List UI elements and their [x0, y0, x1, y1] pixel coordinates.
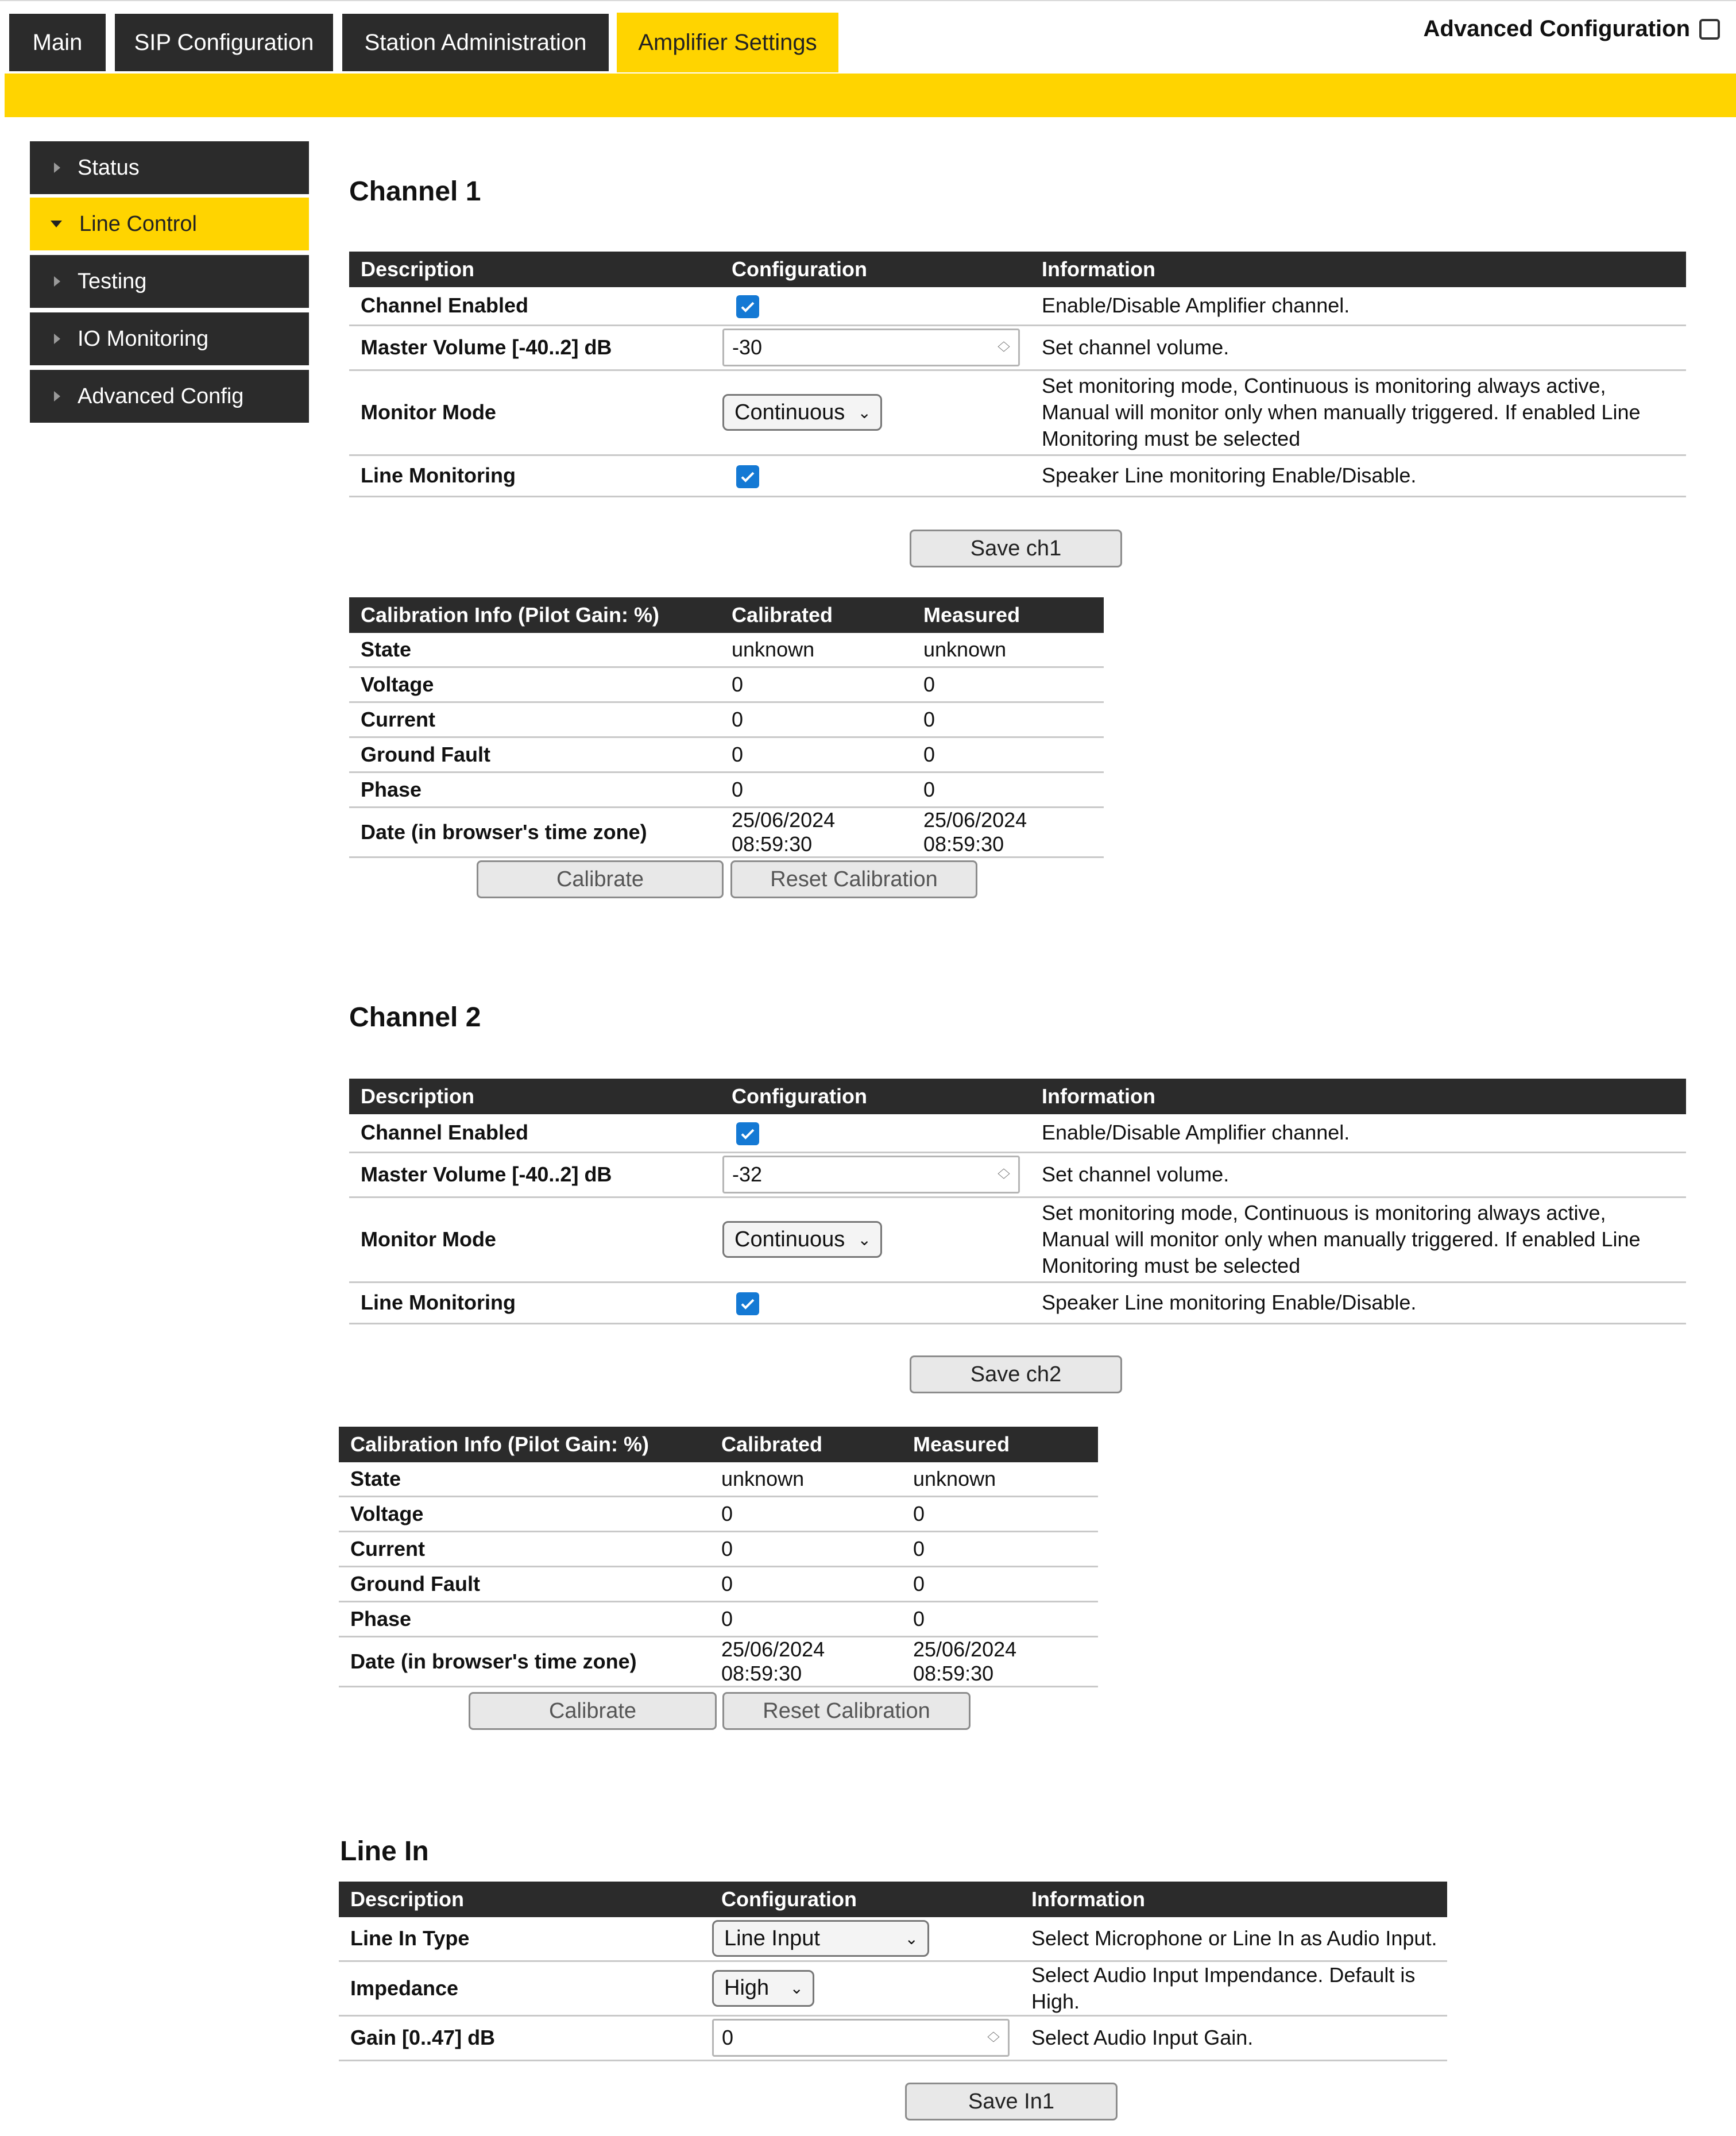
row-label: Monitor Mode — [349, 370, 720, 455]
chevron-down-icon: ⌄ — [904, 1929, 918, 1948]
row-label: Monitor Mode — [349, 1197, 720, 1282]
row-info: Set monitoring mode, Continuous is monitoring always active, Manual will monitor only when manually triggered. If enabled Line Monitoring must be selected — [1030, 370, 1686, 455]
monitor-mode-value: Continuous — [734, 1227, 845, 1252]
spinner-icon[interactable]: ︿ ﹀ — [997, 334, 1010, 360]
measured-value: 25/06/2024 08:59:30 — [912, 808, 1104, 858]
master-volume-value: -30 — [732, 335, 763, 359]
line-in-type-value: Line Input — [724, 1926, 820, 1950]
calibrated-value: 0 — [710, 1497, 902, 1532]
calibrated-value: unknown — [720, 633, 912, 667]
calibrated-value: 0 — [720, 667, 912, 702]
column-header: Information — [1020, 1882, 1447, 1917]
measured-value: unknown — [912, 633, 1104, 667]
master-volume-input[interactable] — [722, 329, 1020, 366]
calibrated-value: 0 — [720, 772, 912, 808]
row-label: Master Volume [-40..2] dB — [349, 325, 720, 370]
save-in1-button[interactable]: Save In1 — [905, 2083, 1118, 2120]
spinner-icon[interactable]: ︿ ﹀ — [997, 1161, 1010, 1187]
row-label: Voltage — [349, 667, 720, 702]
column-header: Calibrated — [710, 1427, 902, 1462]
header-bar — [5, 74, 1736, 117]
sidebar-item-advanced-config[interactable] — [30, 370, 309, 423]
save-ch2-button[interactable]: Save ch2 — [910, 1355, 1122, 1393]
row-label: Current — [339, 1532, 710, 1567]
monitor-mode-select[interactable] — [722, 394, 882, 431]
row-label: Line In Type — [339, 1917, 710, 1961]
row-label: Ground Fault — [339, 1567, 710, 1602]
table-header-row — [339, 1427, 1098, 1462]
line-in-config-table — [339, 1882, 1447, 2061]
measured-value: 0 — [902, 1567, 1098, 1602]
row-label: Current — [349, 702, 720, 737]
chevron-down-icon — [51, 221, 62, 227]
monitor-mode-select[interactable] — [722, 1221, 882, 1258]
row-label: Line Monitoring — [349, 455, 720, 496]
table-row — [339, 1532, 1098, 1567]
tab-station-administration[interactable]: Station Administration — [342, 14, 609, 71]
row-info: Set channel volume. — [1030, 325, 1686, 370]
gain-input[interactable] — [712, 2019, 1010, 2057]
sidebar-item-status[interactable] — [30, 141, 309, 194]
row-label: Line Monitoring — [349, 1282, 720, 1323]
calibrated-value: 0 — [710, 1532, 902, 1567]
chevron-right-icon — [54, 391, 60, 401]
top-border — [0, 0, 1736, 1]
row-label: Gain [0..47] dB — [339, 2015, 710, 2060]
channel-1-calibration-table — [349, 597, 1104, 858]
row-info: Set channel volume. — [1030, 1152, 1686, 1197]
column-header: Information — [1030, 252, 1686, 287]
table-row — [349, 1282, 1686, 1323]
column-header: Calibration Info (Pilot Gain: %) — [349, 597, 720, 633]
column-header: Description — [349, 1079, 720, 1114]
table-row — [349, 325, 1686, 370]
column-header: Description — [349, 252, 720, 287]
channel-2-config-table — [349, 1079, 1686, 1324]
calibrate-ch1-button[interactable]: Calibrate — [477, 860, 724, 898]
spinner-icon[interactable]: ︿ ﹀ — [987, 2025, 1000, 2050]
row-label: State — [349, 633, 720, 667]
line-in-title: Line In — [340, 1836, 429, 1867]
row-label: Impedance — [339, 1961, 710, 2015]
tab-sip-configuration[interactable]: SIP Configuration — [115, 14, 333, 71]
row-info: Enable/Disable Amplifier channel. — [1030, 1114, 1686, 1152]
table-row — [349, 702, 1104, 737]
table-row — [339, 1462, 1098, 1497]
sidebar-item-label: Testing — [78, 269, 147, 293]
measured-value: 0 — [912, 667, 1104, 702]
channel-2-calibration-table — [339, 1427, 1098, 1687]
measured-value: 0 — [902, 1602, 1098, 1637]
row-label: State — [339, 1462, 710, 1497]
reset-calibration-ch2-button[interactable]: Reset Calibration — [722, 1692, 971, 1730]
measured-value: 25/06/2024 08:59:30 — [902, 1637, 1098, 1687]
sidebar-item-label: Status — [78, 155, 140, 180]
table-row — [339, 1961, 1447, 2015]
row-label: Channel Enabled — [349, 287, 720, 325]
channel-enabled-checkbox[interactable] — [736, 1122, 759, 1145]
advanced-configuration-toggle[interactable] — [1424, 16, 1720, 42]
tab-main[interactable]: Main — [9, 14, 106, 71]
column-header: Calibration Info (Pilot Gain: %) — [339, 1427, 710, 1462]
sidebar-item-label: IO Monitoring — [78, 326, 209, 351]
row-label: Channel Enabled — [349, 1114, 720, 1152]
calibrated-value: 0 — [720, 702, 912, 737]
calibrated-value: unknown — [710, 1462, 902, 1497]
tab-amplifier-settings[interactable]: Amplifier Settings — [617, 13, 838, 72]
chevron-right-icon — [54, 334, 60, 344]
row-info: Speaker Line monitoring Enable/Disable. — [1030, 1282, 1686, 1323]
table-row — [339, 1917, 1447, 1961]
channel-1-config-table — [349, 252, 1686, 497]
table-row — [339, 1497, 1098, 1532]
checkmark-icon — [739, 298, 756, 315]
table-header-row — [339, 1882, 1447, 1917]
table-row — [349, 772, 1104, 808]
column-header: Description — [339, 1882, 710, 1917]
table-row — [349, 1197, 1686, 1282]
measured-value: unknown — [902, 1462, 1098, 1497]
table-row — [339, 2015, 1447, 2060]
checkmark-icon — [739, 1295, 756, 1312]
advanced-configuration-checkbox[interactable] — [1699, 19, 1720, 40]
column-header: Measured — [912, 597, 1104, 633]
row-info: Speaker Line monitoring Enable/Disable. — [1030, 455, 1686, 496]
row-info: Select Audio Input Impendance. Default is High. — [1020, 1961, 1447, 2015]
sidebar-item-label: Line Control — [79, 211, 197, 236]
measured-value: 0 — [912, 702, 1104, 737]
table-row — [349, 370, 1686, 455]
save-ch1-button[interactable]: Save ch1 — [910, 530, 1122, 567]
column-header: Information — [1030, 1079, 1686, 1114]
measured-value: 0 — [902, 1497, 1098, 1532]
line-monitoring-checkbox[interactable] — [736, 465, 759, 488]
table-row — [349, 287, 1686, 325]
row-label: Ground Fault — [349, 737, 720, 772]
measured-value: 0 — [912, 737, 1104, 772]
chevron-down-icon: ⌄ — [857, 403, 871, 422]
row-info: Set monitoring mode, Continuous is monitoring always active, Manual will monitor only when manually triggered. If enabled Line Monitoring must be selected — [1030, 1197, 1686, 1282]
table-header-row — [349, 597, 1104, 633]
column-header: Configuration — [710, 1882, 1020, 1917]
table-row — [349, 808, 1104, 858]
row-info: Select Microphone or Line In as Audio Input. — [1020, 1917, 1447, 1961]
monitor-mode-value: Continuous — [734, 400, 845, 424]
table-row — [339, 1637, 1098, 1687]
line-in-type-select[interactable] — [712, 1920, 929, 1957]
sidebar-item-testing[interactable] — [30, 255, 309, 308]
row-label: Phase — [339, 1602, 710, 1637]
chevron-right-icon — [54, 163, 60, 173]
calibrate-ch2-button[interactable]: Calibrate — [469, 1692, 717, 1730]
channel-1-title: Channel 1 — [349, 176, 481, 207]
calibrated-value: 25/06/2024 08:59:30 — [710, 1637, 902, 1687]
gain-value: 0 — [722, 2026, 734, 2049]
reset-calibration-ch1-button[interactable]: Reset Calibration — [730, 860, 977, 898]
row-info: Enable/Disable Amplifier channel. — [1030, 287, 1686, 325]
chevron-down-icon: ⌄ — [790, 1979, 803, 1997]
row-label: Master Volume [-40..2] dB — [349, 1152, 720, 1197]
sidebar-item-label: Advanced Config — [78, 384, 244, 408]
table-row — [349, 667, 1104, 702]
table-row — [349, 1152, 1686, 1197]
table-row — [349, 633, 1104, 667]
checkmark-icon — [739, 468, 756, 485]
row-label: Date (in browser's time zone) — [339, 1637, 710, 1687]
calibrated-value: 0 — [710, 1602, 902, 1637]
master-volume-value: -32 — [732, 1162, 763, 1186]
sidebar-item-io-monitoring[interactable] — [30, 312, 309, 365]
column-header: Configuration — [720, 252, 1030, 287]
measured-value: 0 — [912, 772, 1104, 808]
table-row — [349, 1114, 1686, 1152]
column-header: Measured — [902, 1427, 1098, 1462]
table-header-row — [349, 1079, 1686, 1114]
impedance-value: High — [724, 1976, 770, 2000]
calibrated-value: 0 — [710, 1567, 902, 1602]
table-row — [339, 1602, 1098, 1637]
channel-2-title: Channel 2 — [349, 1002, 481, 1033]
table-row — [349, 455, 1686, 496]
advanced-configuration-label: Advanced Configuration — [1423, 16, 1690, 41]
line-monitoring-checkbox[interactable] — [736, 1292, 759, 1315]
calibrated-value: 25/06/2024 08:59:30 — [720, 808, 912, 858]
table-row — [339, 1567, 1098, 1602]
row-label: Phase — [349, 772, 720, 808]
table-header-row — [349, 252, 1686, 287]
table-row — [349, 737, 1104, 772]
checkmark-icon — [739, 1125, 756, 1142]
master-volume-input[interactable] — [722, 1156, 1020, 1193]
chevron-down-icon: ⌄ — [857, 1230, 871, 1249]
measured-value: 0 — [902, 1532, 1098, 1567]
chevron-right-icon — [54, 276, 60, 287]
column-header: Calibrated — [720, 597, 912, 633]
calibrated-value: 0 — [720, 737, 912, 772]
channel-enabled-checkbox[interactable] — [736, 295, 759, 318]
row-label: Date (in browser's time zone) — [349, 808, 720, 858]
row-label: Voltage — [339, 1497, 710, 1532]
impedance-select[interactable] — [712, 1970, 814, 2007]
column-header: Configuration — [720, 1079, 1030, 1114]
sidebar-item-line-control[interactable] — [30, 198, 309, 250]
row-info: Select Audio Input Gain. — [1020, 2015, 1447, 2060]
